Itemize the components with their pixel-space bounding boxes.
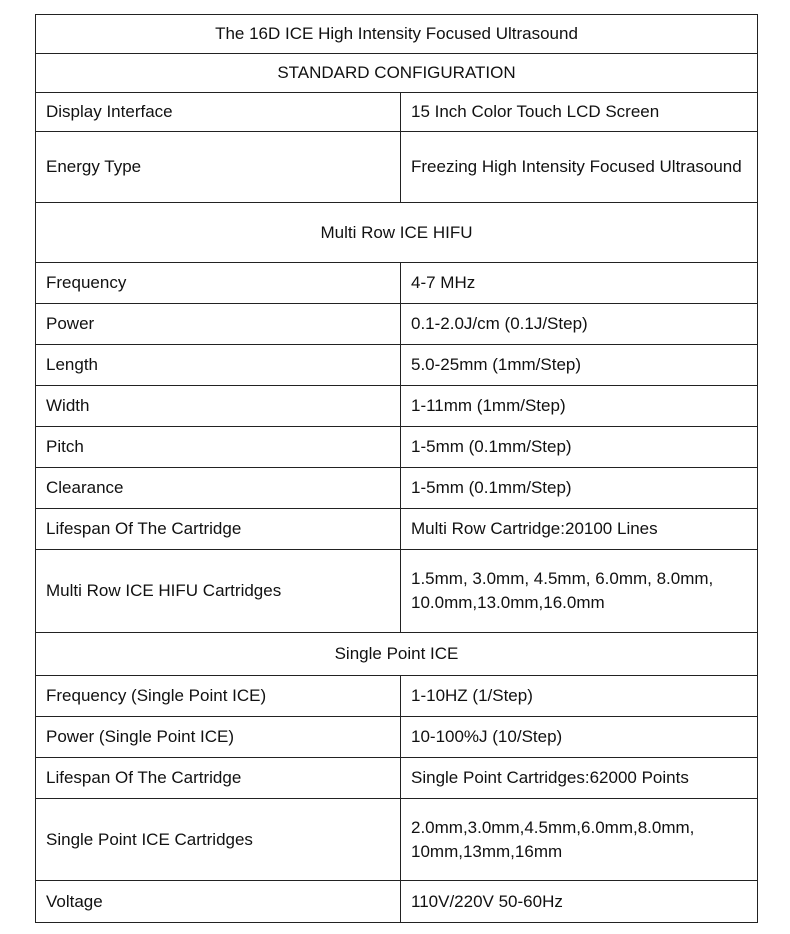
table-row [36,468,758,509]
table-row [36,132,758,203]
row-label: Width [36,386,401,427]
title-row [36,15,758,54]
row-value: 2.0mm,3.0mm,4.5mm,6.0mm,8.0mm, 10mm,13mm,16mm [401,799,758,881]
row-value: 1-5mm (0.1mm/Step) [401,427,758,468]
row-value: 0.1-2.0J/cm (0.1J/Step) [401,304,758,345]
section-standard-configuration: STANDARD CONFIGURATION [36,54,758,93]
section-row [36,54,758,93]
table-row [36,550,758,633]
section-row [36,203,758,263]
row-label: Pitch [36,427,401,468]
table-row [36,676,758,717]
table-row [36,799,758,881]
row-value: 15 Inch Color Touch LCD Screen [401,93,758,132]
row-label: Display Interface [36,93,401,132]
table-row [36,427,758,468]
row-value: 10-100%J (10/Step) [401,717,758,758]
row-value: Multi Row Cartridge:20100 Lines [401,509,758,550]
row-value: 1-11mm (1mm/Step) [401,386,758,427]
table-row [36,509,758,550]
table-row [36,881,758,923]
row-label: Frequency (Single Point ICE) [36,676,401,717]
section-multi-row: Multi Row ICE HIFU [36,203,758,263]
row-label: Power (Single Point ICE) [36,717,401,758]
row-value: 4-7 MHz [401,263,758,304]
table-row [36,304,758,345]
table-row [36,93,758,132]
row-value: 1-5mm (0.1mm/Step) [401,468,758,509]
row-label: Lifespan Of The Cartridge [36,758,401,799]
section-single-point: Single Point ICE [36,633,758,676]
spec-table [35,14,758,923]
row-label: Energy Type [36,132,401,203]
row-value: 5.0-25mm (1mm/Step) [401,345,758,386]
row-label: Frequency [36,263,401,304]
row-label: Voltage [36,881,401,923]
row-label: Power [36,304,401,345]
row-value: Freezing High Intensity Focused Ultrasound [401,132,758,203]
row-label: Length [36,345,401,386]
table-row [36,345,758,386]
table-row [36,386,758,427]
table-row [36,263,758,304]
row-value: 110V/220V 50-60Hz [401,881,758,923]
table-row [36,717,758,758]
row-label: Single Point ICE Cartridges [36,799,401,881]
row-value: 1-10HZ (1/Step) [401,676,758,717]
row-label: Multi Row ICE HIFU Cartridges [36,550,401,633]
row-label: Lifespan Of The Cartridge [36,509,401,550]
table-row [36,758,758,799]
section-row [36,633,758,676]
row-value: Single Point Cartridges:62000 Points [401,758,758,799]
table-title: The 16D ICE High Intensity Focused Ultrasound [36,15,758,54]
row-label: Clearance [36,468,401,509]
row-value: 1.5mm, 3.0mm, 4.5mm, 6.0mm, 8.0mm, 10.0mm,13.0mm,16.0mm [401,550,758,633]
